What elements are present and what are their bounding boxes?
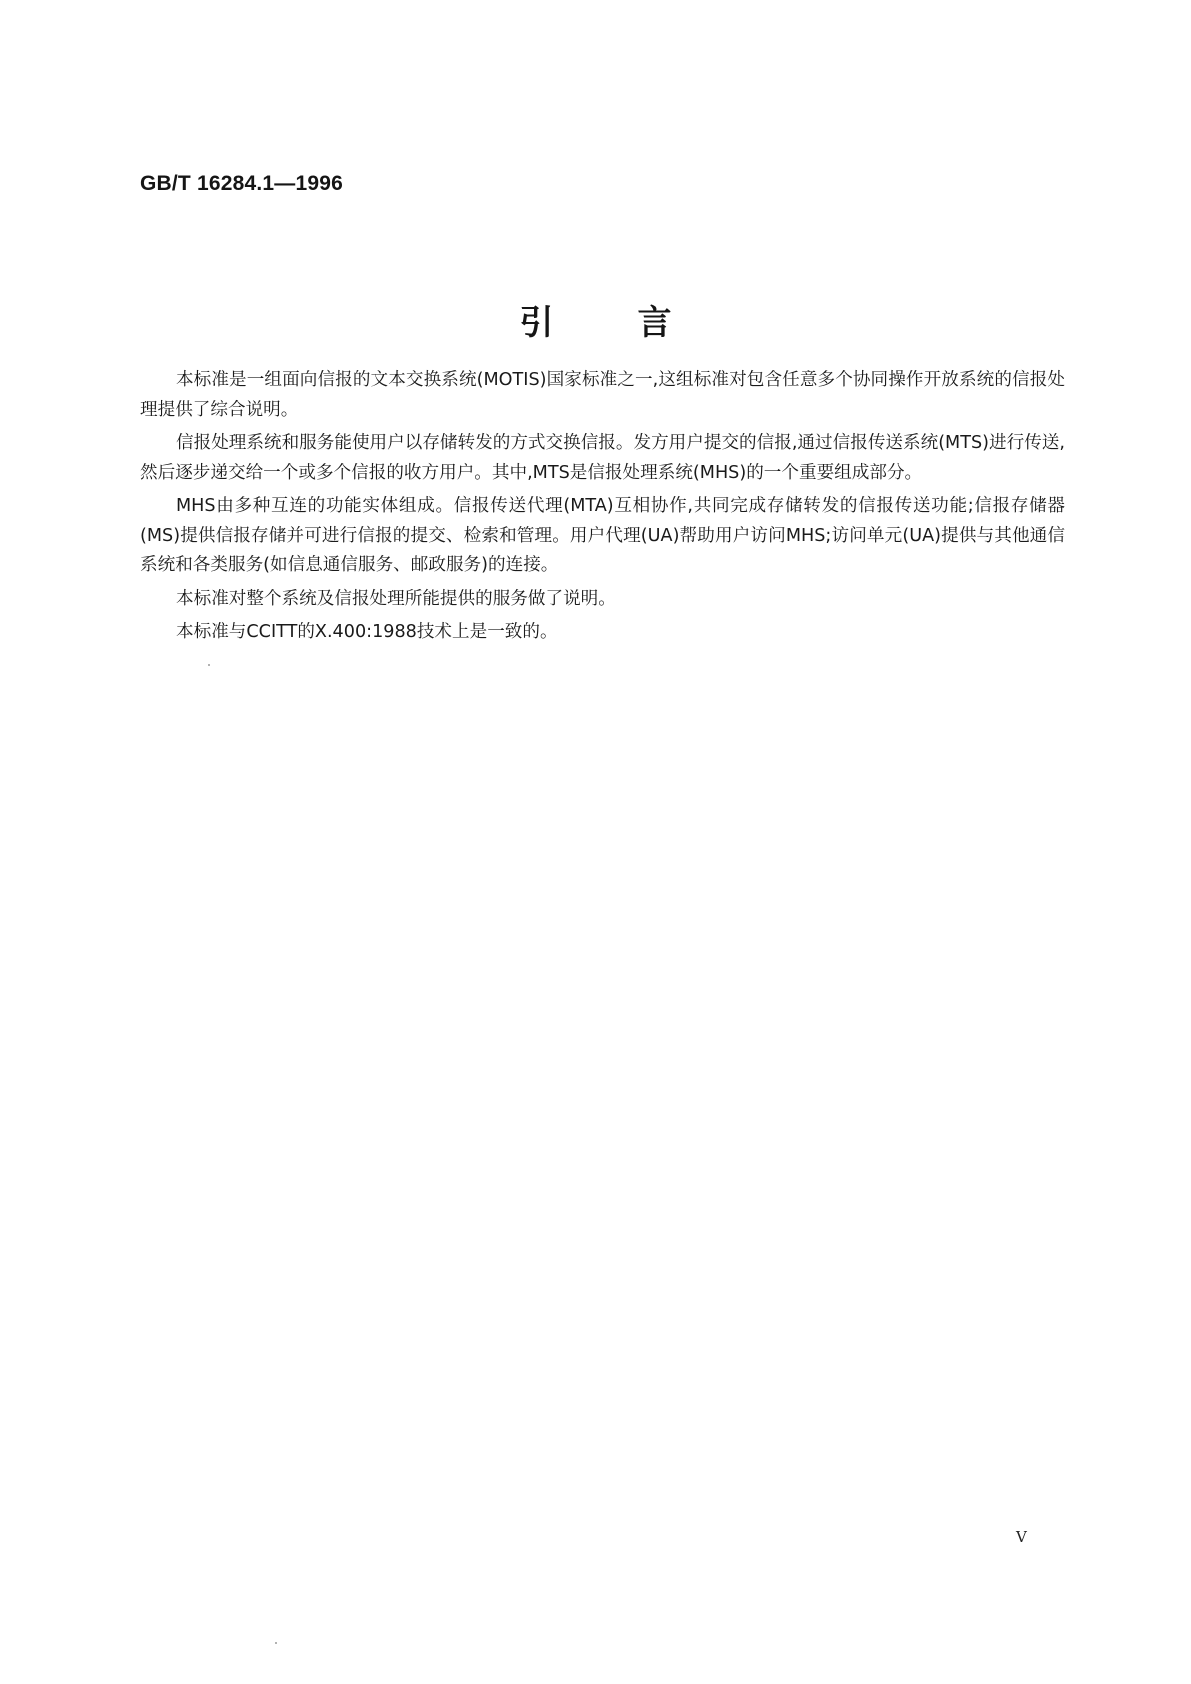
page-title: 引言: [519, 303, 756, 343]
paragraph: 本标准与CCITT的X.400:1988技术上是一致的。: [176, 622, 558, 642]
paragraph: MHS由多种互连的功能实体组成。信报传送代理(MTA)互相协作,共同完成存储转发的信报传送功能;信报存储器(MS)提供信报存储并可进行信报的提交、检索和管理。用户代理(UA)帮助用户访问MHS;访问单元(UA)提供与其他通信系统和各类服务(如信息通信服务、邮政服务)的连接。: [140, 496, 1065, 575]
scan-speck: [275, 1642, 277, 1644]
scan-speck: [208, 664, 210, 666]
paragraph: 本标准是一组面向信报的文本交换系统(MOTIS)国家标准之一,这组标准对包含任意多个协同操作开放系统的信报处理提供了综合说明。: [140, 370, 1065, 420]
page-number: V: [1016, 1528, 1027, 1546]
paragraph: 本标准对整个系统及信报处理所能提供的服务做了说明。: [176, 588, 616, 609]
introduction-body: [140, 366, 1065, 652]
paragraph: 信报处理系统和服务能使用户以存储转发的方式交换信报。发方用户提交的信报,通过信报传送系统(MTS)进行传送,然后逐步递交给一个或多个信报的收方用户。其中,MTS是信报处理系统(MHS)的一个重要组成部分。: [140, 433, 1065, 483]
standard-code: GB/T 16284.1—1996: [140, 172, 344, 195]
